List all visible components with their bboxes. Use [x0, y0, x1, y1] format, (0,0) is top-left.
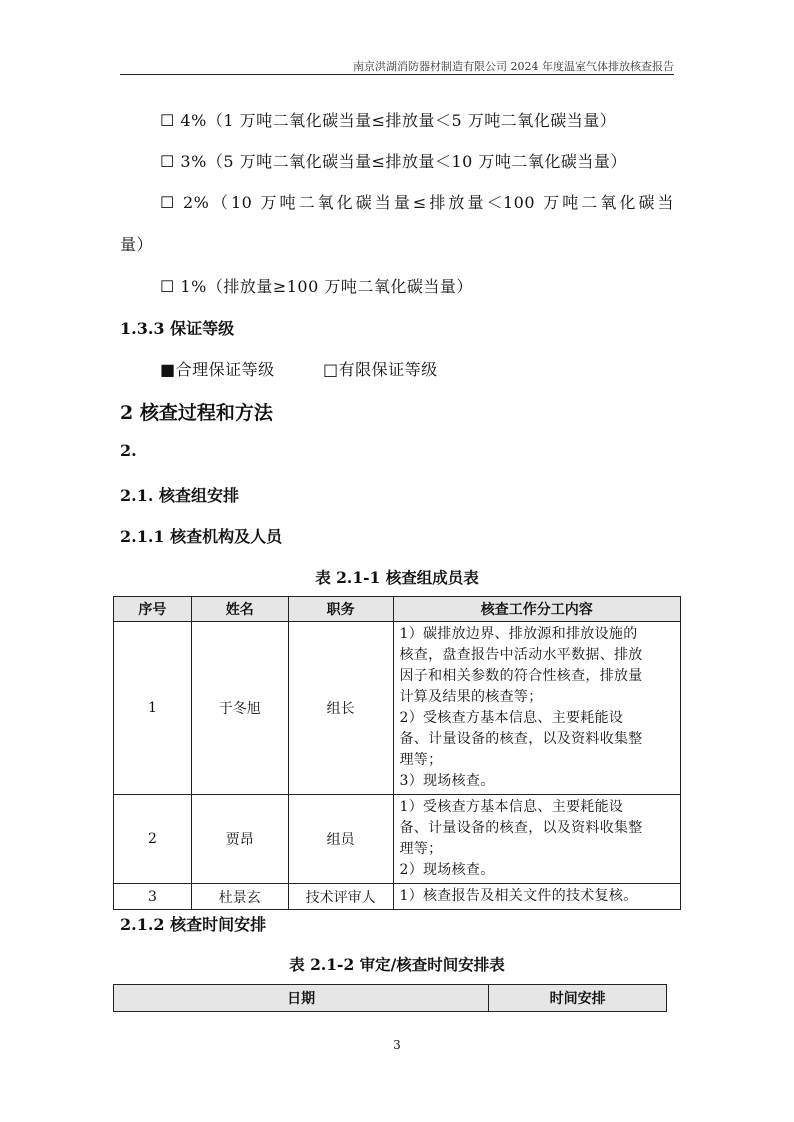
assurance-limited: □有限保证等级: [323, 360, 438, 379]
col-header-schedule: 时间安排: [489, 985, 667, 1012]
heading-2-empty: 2.: [120, 441, 137, 460]
row-role: 组长: [288, 622, 393, 795]
duty-line: 1）受核查方基本信息、主要耗能设: [399, 799, 624, 815]
col-header-no: 序号: [114, 597, 192, 622]
option-2pct-line2: 量）: [120, 235, 154, 254]
table-row: [114, 795, 681, 884]
col-header-duties: 核查工作分工内容: [393, 597, 681, 622]
row-no: 1: [114, 622, 192, 795]
duty-line: 2）受核查方基本信息、主要耗能设: [399, 710, 624, 726]
option-4pct: ☐ 4%（1 万吨二氧化碳当量≤排放量＜5 万吨二氧化碳当量）: [160, 111, 617, 130]
row-no: 3: [114, 884, 192, 910]
duty-line: 计算及结果的核查等；: [399, 689, 543, 705]
page-number: 3: [393, 1038, 401, 1052]
heading-1-3-3: 1.3.3 保证等级: [120, 319, 235, 338]
option-1pct: ☐ 1%（排放量≥100 万吨二氧化碳当量）: [160, 277, 473, 296]
schedule-table: [113, 984, 667, 1012]
duty-line: 理等；: [399, 841, 443, 857]
assurance-reasonable: ■合理保证等级: [160, 360, 275, 379]
row-role: 技术评审人: [288, 884, 393, 910]
row-name: 于冬旭: [191, 622, 288, 795]
duty-line: 1）核查报告及相关文件的技术复核。: [399, 888, 638, 904]
heading-2-1: 2.1. 核查组安排: [120, 486, 239, 505]
table2-caption: 表 2.1-2 审定/核查时间安排表: [289, 955, 505, 974]
row-duties: [393, 622, 681, 795]
duty-line: 1）碳排放边界、排放源和排放设施的: [399, 626, 638, 642]
table1-caption: 表 2.1-1 核查组成员表: [315, 568, 479, 587]
row-name: 杜景玄: [191, 884, 288, 910]
team-members-table: [113, 596, 681, 910]
option-2pct-line1: ☐ 2%（10 万吨二氧化碳当量≤排放量＜100 万吨二氧化碳当: [160, 193, 674, 212]
duty-line: 2）现场核查。: [399, 862, 495, 878]
option-3pct: ☐ 3%（5 万吨二氧化碳当量≤排放量＜10 万吨二氧化碳当量）: [160, 152, 627, 171]
row-duties: [393, 884, 681, 910]
duty-line: 备、计量设备的核查，以及资料收集整: [399, 731, 643, 747]
duty-line: 核查，盘查报告中活动水平数据、排放: [399, 647, 643, 663]
row-name: 贾昂: [191, 795, 288, 884]
table2-header-row: [114, 985, 667, 1012]
heading-2-1-1: 2.1.1 核查机构及人员: [120, 527, 283, 546]
heading-2: 2 核查过程和方法: [120, 402, 273, 424]
duty-line: 3）现场核查。: [399, 773, 495, 789]
duty-line: 理等；: [399, 752, 443, 768]
row-duties: [393, 795, 681, 884]
duty-line: 因子和相关参数的符合性核查，排放量: [399, 668, 643, 684]
heading-2-1-2: 2.1.2 核查时间安排: [120, 915, 267, 934]
table-row: [114, 884, 681, 910]
col-header-role: 职务: [288, 597, 393, 622]
running-header: 南京洪湖消防器材制造有限公司 2024 年度温室气体排放核查报告: [353, 60, 674, 73]
duty-line: 备、计量设备的核查，以及资料收集整: [399, 820, 643, 836]
table1-header-row: [114, 597, 681, 622]
col-header-name: 姓名: [191, 597, 288, 622]
row-role: 组员: [288, 795, 393, 884]
header-rule: [120, 74, 674, 75]
table-row: [114, 622, 681, 795]
col-header-date: 日期: [114, 985, 489, 1012]
row-no: 2: [114, 795, 192, 884]
